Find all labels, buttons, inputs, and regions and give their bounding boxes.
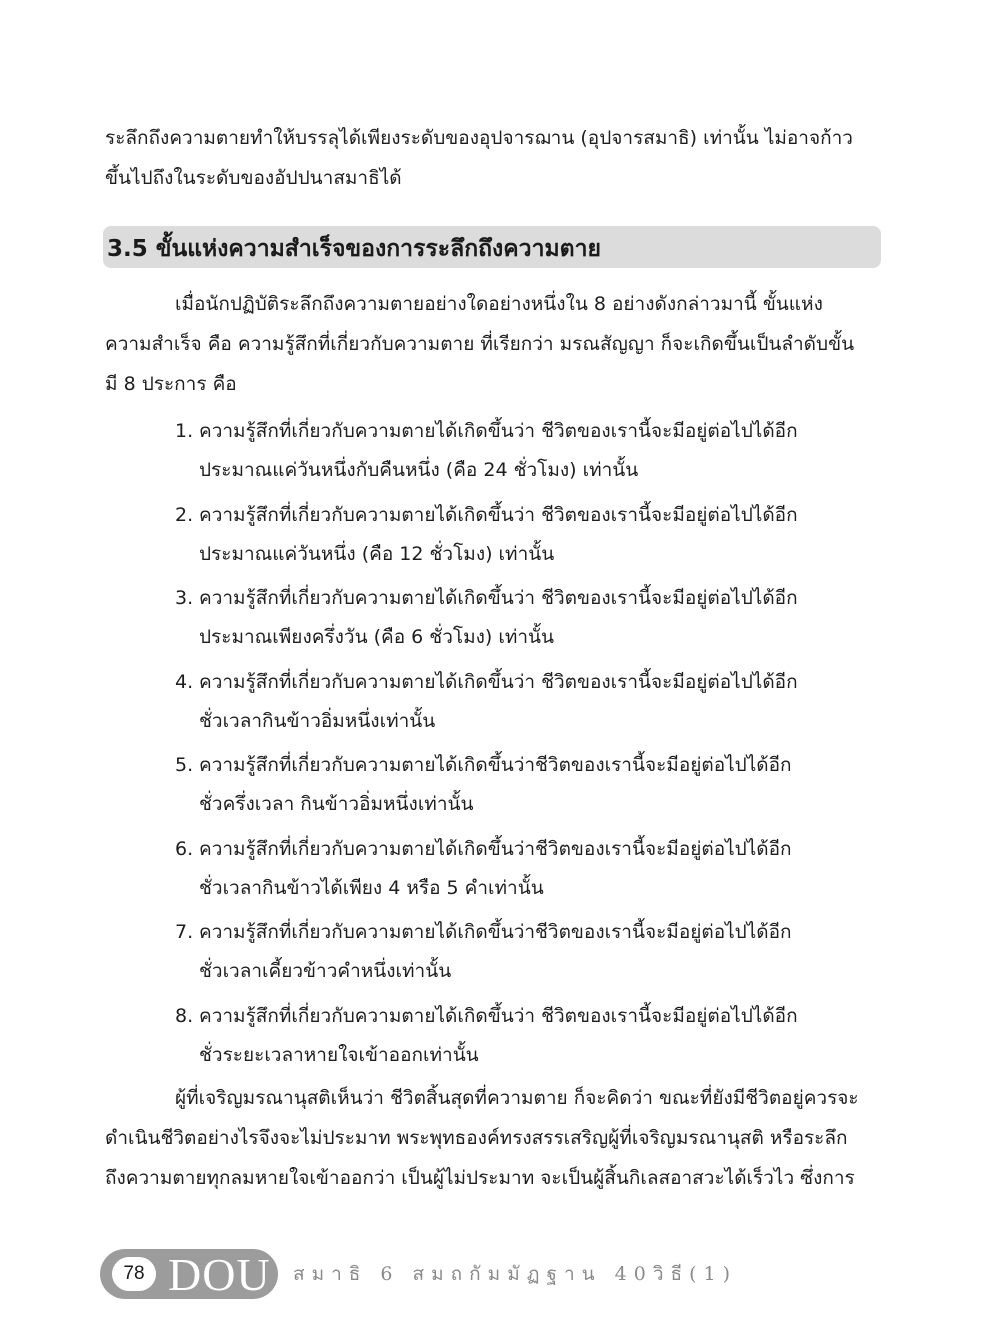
lead-line-1: เมื่อนักปฏิบัติระลึกถึงความตายอย่างใดอย่างหนึ่งใน 8 อย่างดังกล่าวมานี้ ขั้นแห่ง: [175, 293, 823, 315]
closing-paragraph: [105, 1078, 885, 1198]
list-item: [175, 579, 875, 663]
list-item-line-1: ความรู้สึกที่เกี่ยวกับความตายได้เกิดขึ้นว่าชีวิตของเรานี้จะมีอยู่ต่อไปได้อีก: [199, 921, 792, 943]
list-item-line-1: ความรู้สึกที่เกี่ยวกับความตายได้เกิดขึ้นว่า ชีวิตของเรานี้จะมีอยู่ต่อไปได้อีก: [199, 670, 798, 693]
list-item-line-2: ประมาณเพียงครึ่งวัน (คือ 6 ชั่วโมง) เท่านั้น: [199, 626, 554, 648]
footer-book-title: สมาธิ 6 สมถกัมมัฏฐาน 40วิธี(1): [293, 1263, 738, 1285]
section-heading-box: [103, 226, 881, 268]
closing-line-2: ดำเนินชีวิตอย่างไรจึงจะไม่ประมาท พระพุทธองค์ทรงสรรเสริญผู้ที่เจริญมรณานุสติ หรือระลึก: [105, 1127, 848, 1149]
list-item: [175, 746, 875, 830]
list-item: [175, 913, 875, 997]
list-item: [175, 496, 875, 580]
list-item-line-1: ความรู้สึกที่เกี่ยวกับความตายได้เกิดขึ้นว่า ชีวิตของเรานี้จะมีอยู่ต่อไปได้อีก: [199, 1004, 798, 1027]
lead-paragraph: [105, 284, 885, 404]
list-item-line-2: ประมาณแค่วันหนึ่ง (คือ 12 ชั่วโมง) เท่านั้น: [199, 542, 555, 565]
list-item: [175, 412, 875, 496]
section-heading: 3.5 ขั้นแห่งความสำเร็จของการระลึกถึงความตาย: [107, 236, 601, 262]
list-item-line-2: ชั่วเวลาเคี้ยวข้าวคำหนึ่งเท่านั้น: [199, 960, 452, 982]
lead-line-3: มี 8 ประการ คือ: [105, 373, 237, 395]
list-item-number: 1.: [175, 420, 194, 442]
closing-line-3: ถึงความตายทุกลมหายใจเข้าออกว่า เป็นผู้ไม่ประมาท จะเป็นผู้สิ้นกิเลสอาสวะได้เร็วไว ซึ่งการ: [105, 1167, 855, 1189]
dou-logo: DOU: [168, 1249, 271, 1300]
footer-badge: [100, 1249, 278, 1299]
list-item-line-1: ความรู้สึกที่เกี่ยวกับความตายได้เกิดขึ้นว่า ชีวิตของเรานี้จะมีอยู่ต่อไปได้อีก: [199, 587, 798, 609]
list-item-number: 6.: [175, 837, 194, 860]
list-item-line-2: ชั่วระยะเวลาหายใจเข้าออกเท่านั้น: [199, 1043, 479, 1066]
intro-line-2: ขึ้นไปถึงในระดับของอัปปนาสมาธิได้: [105, 167, 402, 189]
list-item-line-1: ความรู้สึกที่เกี่ยวกับความตายได้เกิดขึ้นว่าชีวิตของเรานี้จะมีอยู่ต่อไปได้อีก: [199, 837, 792, 860]
list-item-line-1: ความรู้สึกที่เกี่ยวกับความตายได้เกิดขึ้นว่าชีวิตของเรานี้จะมีอยู่ต่อไปได้อีก: [199, 754, 792, 776]
list-item: [175, 663, 875, 747]
list-item-number: 4.: [175, 670, 194, 693]
page-footer: [100, 1245, 900, 1303]
list-item-number: 8.: [175, 1004, 194, 1027]
list-item-number: 5.: [175, 754, 194, 776]
closing-line-1: ผู้ที่เจริญมรณานุสติเห็นว่า ชีวิตสิ้นสุดที่ความตาย ก็จะคิดว่า ขณะที่ยังมีชีวิตอยู่ควรจะ: [175, 1087, 859, 1109]
page-number: 78: [112, 1257, 156, 1291]
list-item-line-2: ชั่วเวลากินข้าวได้เพียง 4 หรือ 5 คำเท่านั้น: [199, 876, 544, 899]
intro-line-1: ระลึกถึงความตายทำให้บรรลุได้เพียงระดับของอุปจารฌาน (อุปจารสมาธิ) เท่านั้น ไม่อาจก้าว: [105, 127, 853, 149]
list-item-number: 7.: [175, 921, 194, 943]
list-item: [175, 830, 875, 914]
numbered-list: [175, 412, 875, 1080]
list-item-line-2: ชั่วครึ่งเวลา กินข้าวอิ่มหนึ่งเท่านั้น: [199, 793, 474, 815]
list-item: [175, 997, 875, 1081]
list-item-number: 3.: [175, 587, 194, 609]
list-item-line-2: ชั่วเวลากินข้าวอิ่มหนึ่งเท่านั้น: [199, 709, 436, 732]
list-item-line-2: ประมาณแค่วันหนึ่งกับคืนหนึ่ง (คือ 24 ชั่วโมง) เท่านั้น: [199, 459, 639, 481]
list-item-line-1: ความรู้สึกที่เกี่ยวกับความตายได้เกิดขึ้นว่า ชีวิตของเรานี้จะมีอยู่ต่อไปได้อีก: [199, 420, 798, 442]
intro-paragraph: [105, 118, 885, 198]
list-item-line-1: ความรู้สึกที่เกี่ยวกับความตายได้เกิดขึ้นว่า ชีวิตของเรานี้จะมีอยู่ต่อไปได้อีก: [199, 503, 798, 526]
lead-line-2: ความสำเร็จ คือ ความรู้สึกที่เกี่ยวกับความตาย ที่เรียกว่า มรณสัญญา ก็จะเกิดขึ้นเป็นลำดับขั้น: [105, 333, 855, 355]
list-item-number: 2.: [175, 503, 194, 526]
